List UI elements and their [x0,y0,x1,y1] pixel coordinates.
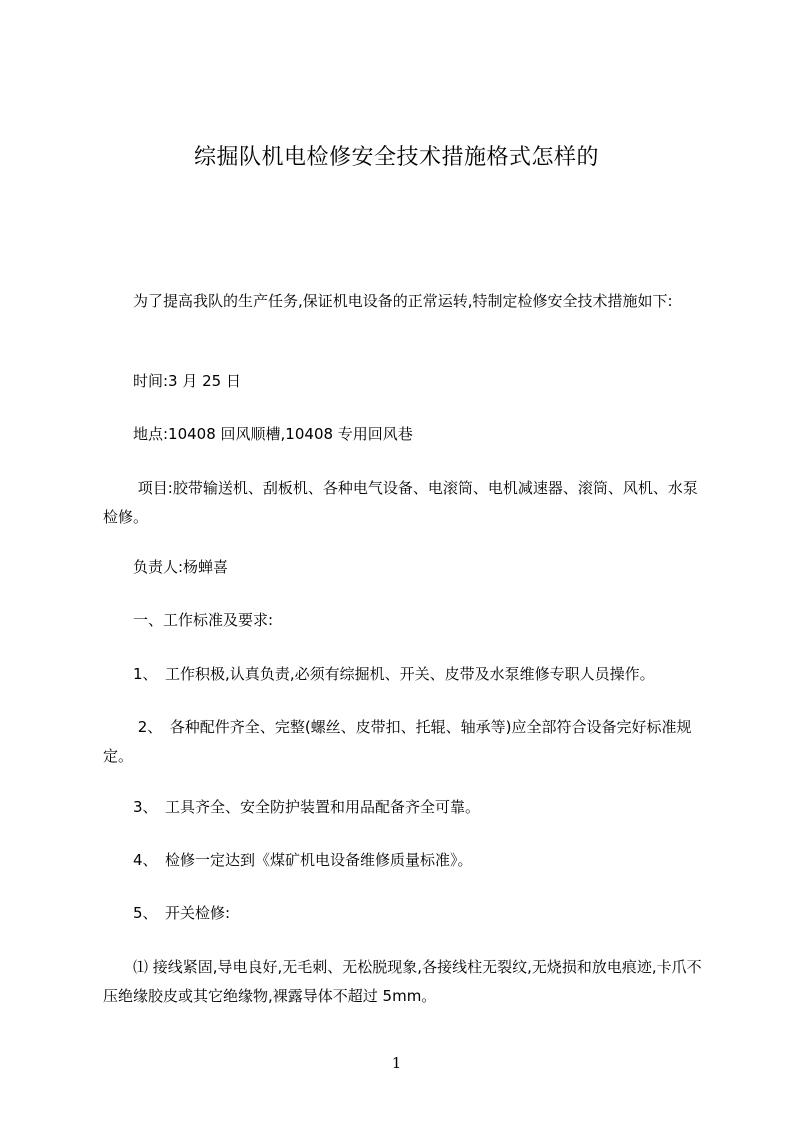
paragraph-project: 项目:胶带输送机、刮板机、各种电气设备、电滚筒、电机减速器、滚筒、风机、水泵检修。 [103,479,698,526]
list-item: 4、 检修一定达到《煤矿机电设备维修质量标准》。 [103,851,473,869]
paragraph-responsible: 负责人:杨蝉喜 [103,558,229,576]
page-number: 1 [391,1054,402,1072]
list-item: 3、 工具齐全、安全防护装置和用品配备齐全可靠。 [103,798,481,816]
list-item: 5、 开关检修: [103,904,231,922]
paragraph-intro: 为了提高我队的生产任务,保证机电设备的正常运转,特制定检修安全技术措施如下: [103,292,673,310]
sub-list-item: ⑴ 接线紧固,导电良好,无毛刺、无松脱现象,各接线柱无裂纹,无烧损和放电痕迹,卡爪不压绝缘胶皮或其它绝缘物,裸露导体不超过 5mm。 [103,958,702,1005]
list-item: 1、 工作积极,认真负责,必须有综掘机、开关、皮带及水泵维修专职人员操作。 [103,665,655,683]
paragraph-time: 时间:3 月 25 日 [103,372,241,390]
list-item: 2、 各种配件齐全、完整(螺丝、皮带扣、托辊、轴承等)应全部符合设备完好标准规定。 [103,718,692,765]
section-heading: 一、工作标准及要求: [103,611,274,629]
document-title: 综掘队机电检修安全技术措施格式怎样的 [193,145,599,170]
paragraph-location: 地点:10408 回风顺槽,10408 专用回风巷 [103,425,413,443]
